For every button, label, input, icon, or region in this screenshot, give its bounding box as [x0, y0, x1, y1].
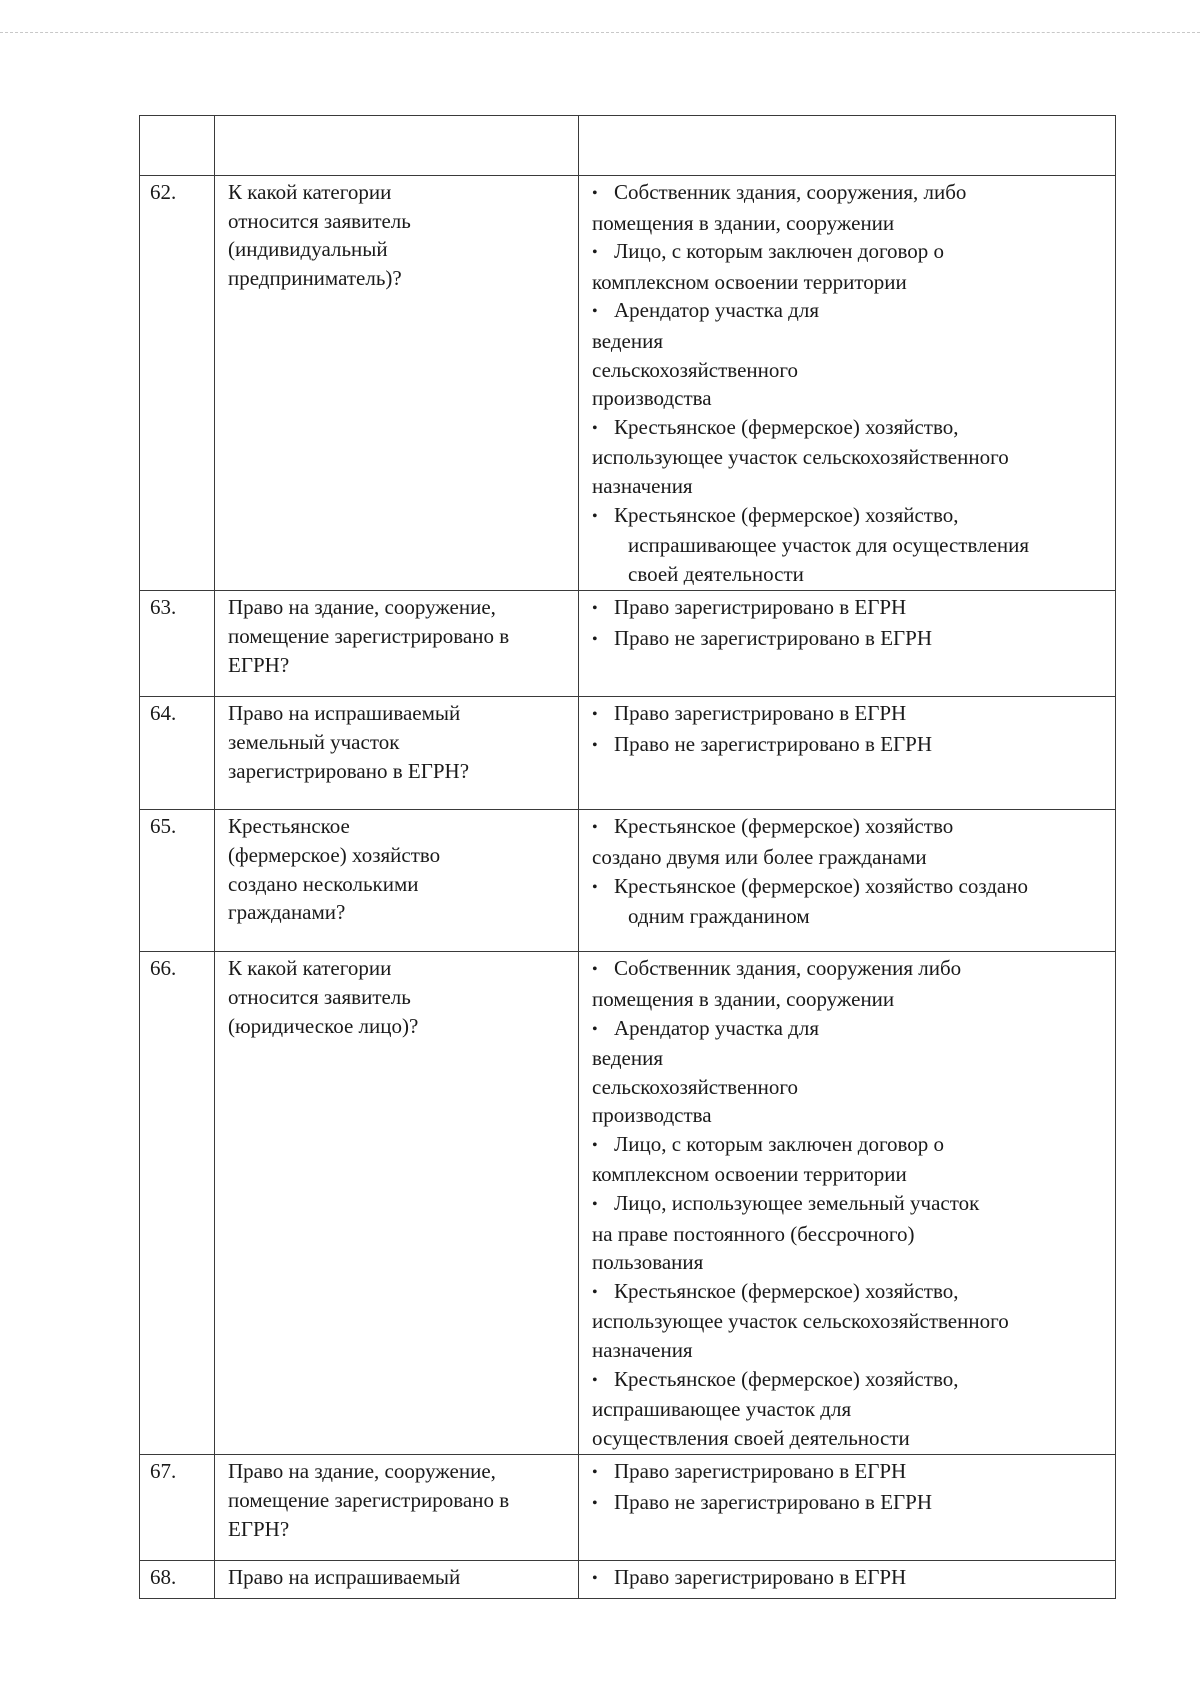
question-text-line: К какой категории: [228, 180, 392, 204]
answer-line: [592, 812, 1109, 843]
answer-line: [592, 413, 1109, 444]
page-top-edge: [0, 32, 1200, 33]
table-row: [140, 1561, 1116, 1599]
answers-cell: [579, 176, 1116, 591]
answer-text: использующее участок сельскохозяйственного: [592, 1309, 1009, 1334]
answers-cell: [579, 810, 1116, 952]
answer-line: [592, 443, 1109, 472]
answer-line: [592, 1457, 1109, 1488]
answer-line: [592, 1073, 1109, 1102]
bullet-icon: •: [592, 1020, 598, 1038]
answer-text: Крестьянское (фермерское) хозяйство,: [614, 1278, 959, 1303]
question-text-line: зарегистрировано в ЕГРН?: [228, 758, 470, 783]
answer-line: [592, 1130, 1109, 1161]
table-row: [140, 176, 1116, 591]
question-text-line: Право на здание, сооружение,: [228, 1459, 496, 1484]
answer-text: использующее участок сельскохозяйственного: [592, 445, 1009, 470]
question-text-line: относится заявитель: [228, 984, 411, 1009]
answer-text: Крестьянское (фермерское) хозяйство,: [614, 1366, 959, 1391]
question-text-line: создано несколькими: [228, 871, 419, 896]
answer-line: [592, 954, 1109, 985]
answer-line: [592, 472, 1109, 501]
answer-text: Право не зарегистрировано в ЕГРН: [614, 1490, 933, 1514]
answer-text: Крестьянское (фермерское) хозяйство: [614, 814, 954, 839]
answer-line: [592, 985, 1109, 1014]
question-text-line: Право на испрашиваемый: [228, 1565, 461, 1590]
answers-cell: [579, 697, 1116, 810]
answer-line: [592, 1307, 1109, 1336]
answer-line: [592, 1248, 1109, 1277]
answer-text: испрашивающее участок для: [592, 1397, 852, 1422]
answer-line: [592, 356, 1109, 385]
table-row: [140, 952, 1116, 1455]
row-number: 62.: [140, 176, 215, 591]
table-row: [140, 591, 1116, 697]
answer-text: одним гражданином: [628, 904, 810, 929]
row-number: 67.: [140, 1455, 215, 1561]
answer-line: [592, 1160, 1109, 1189]
bullet-icon: •: [592, 878, 598, 896]
bullet-icon: •: [592, 419, 598, 437]
answer-text: назначения: [592, 1338, 693, 1363]
answer-text: сельскохозяйственного: [592, 357, 798, 382]
bullet-icon: •: [592, 961, 598, 979]
answer-text: сельскохозяйственного: [592, 1074, 798, 1099]
question-text-line: предприниматель)?: [228, 265, 402, 290]
question-text-line: Право на здание, сооружение,: [228, 595, 496, 620]
answer-text: создано двумя или более гражданами: [592, 844, 927, 869]
row-number: 65.: [140, 810, 215, 952]
answer-line: [592, 327, 1109, 356]
answers-cell: [579, 1561, 1116, 1599]
answer-text: Право зарегистрировано в ЕГРН: [614, 1565, 907, 1590]
answer-text: Собственник здания, сооружения либо: [614, 956, 962, 981]
answer-line: [592, 624, 1109, 655]
answer-line: [592, 501, 1109, 532]
answer-text: испрашивающее участок для осуществления: [628, 533, 1030, 558]
bullet-icon: •: [592, 303, 598, 321]
answer-text: комплексном освоении территории: [592, 1162, 907, 1187]
row-number: 64.: [140, 697, 215, 810]
bullet-icon: •: [592, 1570, 598, 1588]
header-cell-answers: [579, 116, 1116, 176]
row-number: 63.: [140, 591, 215, 697]
answer-line: [592, 296, 1109, 327]
answer-line: [592, 560, 1109, 589]
answer-text: Арендатор участка для: [614, 1015, 819, 1040]
bullet-icon: •: [592, 185, 598, 202]
question-text-line: Крестьянское: [228, 814, 350, 839]
answer-text: Право не зарегистрировано в ЕГРН: [614, 731, 933, 756]
bullet-icon: •: [592, 1464, 598, 1482]
bullet-icon: •: [592, 1495, 598, 1512]
answer-line: [592, 1336, 1109, 1365]
answer-text: комплексном освоении территории: [592, 269, 907, 294]
question-text-line: гражданами?: [228, 900, 346, 925]
table-row: [140, 697, 1116, 810]
bullet-icon: •: [592, 630, 598, 648]
answer-text: Право зарегистрировано в ЕГРН: [614, 595, 907, 620]
bullet-icon: •: [592, 706, 598, 724]
bullet-icon: •: [592, 819, 598, 837]
bullet-icon: •: [592, 244, 598, 262]
table-row: [140, 810, 1116, 952]
answer-text: ведения: [592, 328, 663, 353]
answer-text: Право зарегистрировано в ЕГРН: [614, 1459, 907, 1484]
header-cell-question: [215, 116, 579, 176]
answer-line: [592, 1189, 1109, 1220]
question-text-line: ЕГРН?: [228, 1516, 290, 1541]
answer-text: производства: [592, 386, 712, 411]
question-text-line: относится заявитель: [228, 208, 411, 233]
answer-line: [592, 1220, 1109, 1249]
question-cell: [215, 952, 579, 1455]
answer-text: Право зарегистрировано в ЕГРН: [614, 701, 907, 726]
question-text-line: К какой категории: [228, 956, 392, 981]
answer-text: Лицо, использующее земельный участок: [614, 1191, 980, 1216]
answer-line: [592, 209, 1109, 238]
question-text-line: помещение зарегистрировано в: [228, 623, 510, 648]
header-row: [140, 116, 1116, 176]
answer-text: Крестьянское (фермерское) хозяйство,: [614, 502, 959, 527]
question-text-line: (фермерское) хозяйство: [228, 842, 441, 867]
answer-line: [592, 268, 1109, 297]
answer-text: Арендатор участка для: [614, 298, 819, 323]
question-text-line: ЕГРН?: [228, 652, 290, 677]
answer-text: Крестьянское (фермерское) хозяйство создано: [614, 873, 1028, 898]
row-number: 66.: [140, 952, 215, 1455]
bullet-icon: •: [592, 1283, 598, 1301]
answer-line: [592, 902, 1109, 931]
answer-line: [592, 1488, 1109, 1519]
answer-text: на праве постоянного (бессрочного): [592, 1221, 915, 1246]
answer-text: производства: [592, 1103, 712, 1128]
bullet-icon: •: [592, 736, 598, 754]
bullet-icon: •: [592, 1196, 598, 1214]
answer-text: Лицо, с которым заключен договор о: [614, 239, 945, 264]
answer-line: [592, 843, 1109, 872]
header-cell-number: [140, 116, 215, 176]
question-text-line: (юридическое лицо)?: [228, 1013, 419, 1038]
question-text-line: помещение зарегистрировано в: [228, 1488, 510, 1512]
question-cell: [215, 697, 579, 810]
question-cell: [215, 810, 579, 952]
answer-line: [592, 593, 1109, 624]
questions-table: [139, 115, 1116, 1599]
answer-text: помещения в здании, сооружении: [592, 986, 895, 1011]
question-text-line: земельный участок: [228, 729, 400, 754]
answers-cell: [579, 1455, 1116, 1561]
answer-line: [592, 872, 1109, 903]
answer-text: ведения: [592, 1046, 663, 1071]
answers-cell: [579, 591, 1116, 697]
bullet-icon: •: [592, 1136, 598, 1154]
question-cell: [215, 591, 579, 697]
question-cell: [215, 1561, 579, 1599]
answer-text: Лицо, с которым заключен договор о: [614, 1131, 945, 1156]
answer-text: Собственник здания, сооружения, либо: [614, 180, 967, 204]
answers-cell: [579, 952, 1116, 1455]
question-text-line: (индивидуальный: [228, 237, 388, 262]
question-cell: [215, 176, 579, 591]
answer-text: пользования: [592, 1250, 704, 1275]
answer-text: Право не зарегистрировано в ЕГРН: [614, 625, 933, 650]
answer-line: [592, 1277, 1109, 1308]
answer-text: Крестьянское (фермерское) хозяйство,: [614, 414, 959, 439]
answer-line: [592, 1014, 1109, 1045]
answer-line: [592, 178, 1109, 209]
bullet-icon: •: [592, 600, 598, 618]
answer-line: [592, 730, 1109, 761]
answer-line: [592, 1563, 1109, 1594]
table-row: [140, 1455, 1116, 1561]
answer-line: [592, 1424, 1109, 1453]
answer-text: осуществления своей деятельности: [592, 1425, 910, 1450]
answer-line: [592, 1365, 1109, 1396]
answer-line: [592, 699, 1109, 730]
bullet-icon: •: [592, 507, 598, 525]
answer-line: [592, 237, 1109, 268]
answer-line: [592, 384, 1109, 413]
answer-text: назначения: [592, 473, 693, 498]
bullet-icon: •: [592, 1371, 598, 1389]
question-cell: [215, 1455, 579, 1561]
question-text-line: Право на испрашиваемый: [228, 701, 461, 726]
answer-text: помещения в здании, сооружении: [592, 210, 895, 235]
answer-text: своей деятельности: [628, 561, 804, 586]
answer-line: [592, 1101, 1109, 1130]
answer-line: [592, 1395, 1109, 1424]
answer-line: [592, 531, 1109, 560]
row-number: 68.: [140, 1561, 215, 1599]
answer-line: [592, 1044, 1109, 1073]
